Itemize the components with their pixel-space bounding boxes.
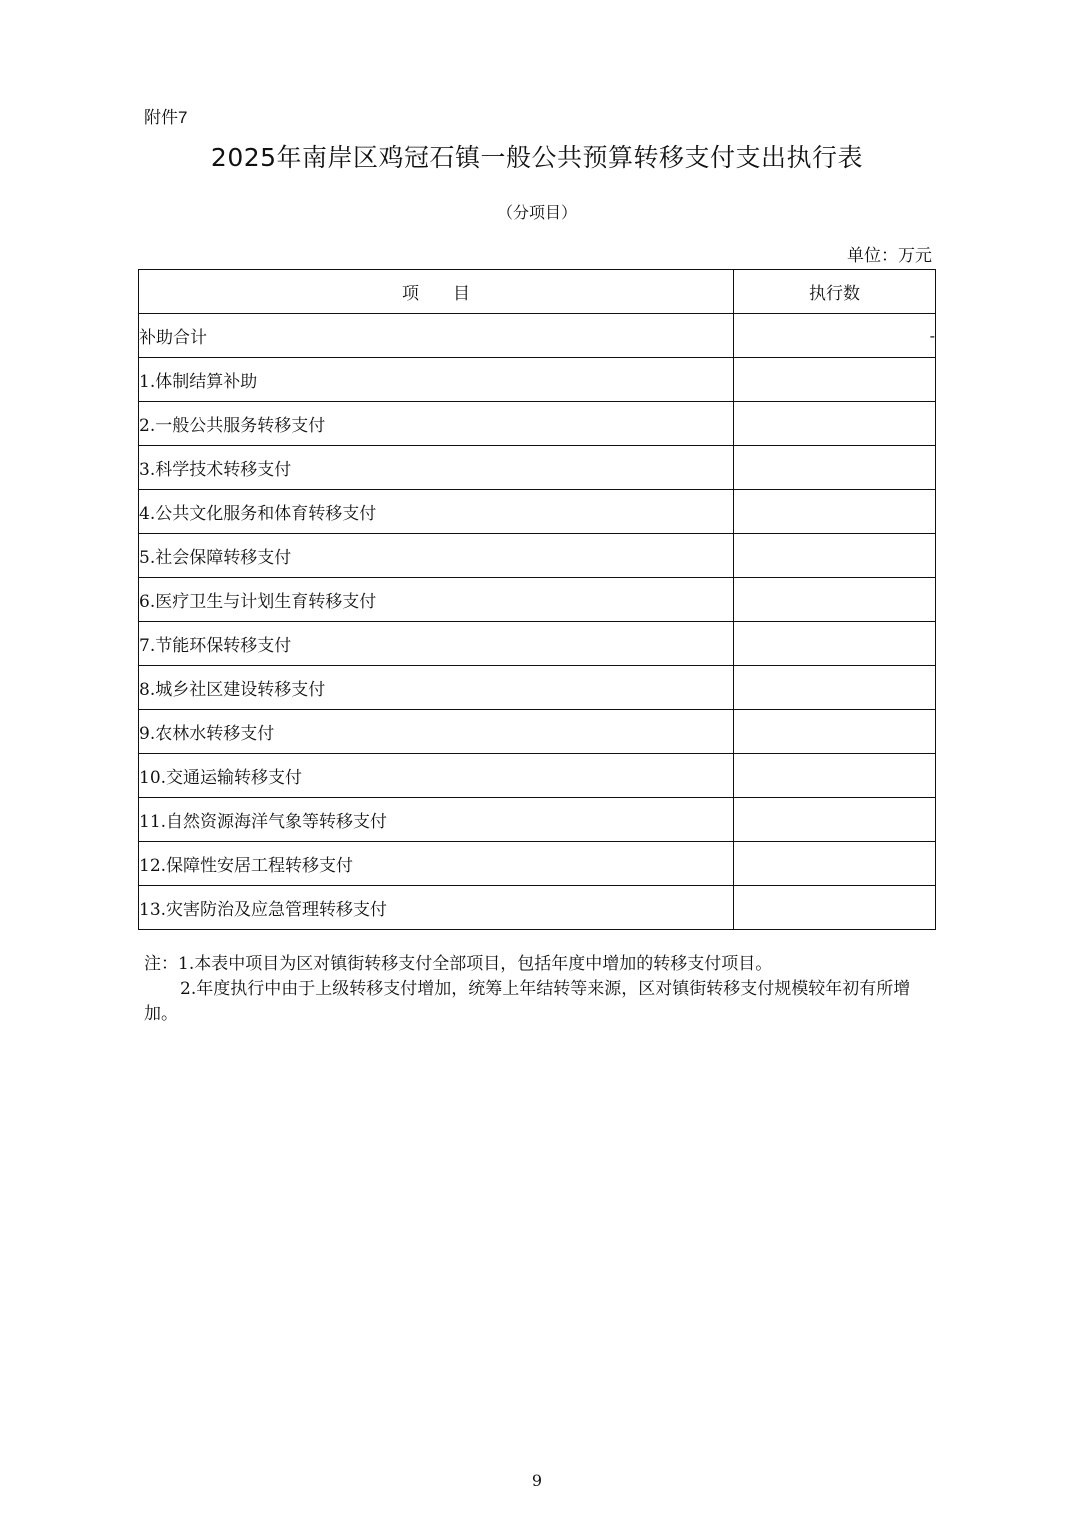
row-value	[734, 842, 936, 886]
row-label: 10.交通运输转移支付	[139, 754, 734, 798]
table-row	[139, 754, 936, 798]
row-label: 6.医疗卫生与计划生育转移支付	[139, 578, 734, 622]
unit-label: 单位：万元	[847, 246, 932, 266]
row-value	[734, 446, 936, 490]
row-label: 8.城乡社区建设转移支付	[139, 666, 734, 710]
row-value	[734, 534, 936, 578]
table-row	[139, 622, 936, 666]
row-label: 1.体制结算补助	[139, 358, 734, 402]
notes	[144, 952, 934, 1027]
row-label: 7.节能环保转移支付	[139, 622, 734, 666]
table-header-row	[139, 270, 936, 314]
table-row	[139, 578, 936, 622]
page-title: 2025年南岸区鸡冠石镇一般公共预算转移支付支出执行表	[210, 143, 864, 172]
row-label: 5.社会保障转移支付	[139, 534, 734, 578]
table-row	[139, 490, 936, 534]
page-subtitle: （分项目）	[496, 203, 577, 222]
row-label: 13.灾害防治及应急管理转移支付	[139, 886, 734, 930]
row-value	[734, 710, 936, 754]
row-value	[734, 358, 936, 402]
table-row	[139, 402, 936, 446]
budget-table	[138, 269, 936, 930]
attachment-label: 附件7	[144, 108, 188, 127]
row-label: 2.一般公共服务转移支付	[139, 402, 734, 446]
page-number: 9	[531, 1471, 543, 1490]
column-header-item: 项 目	[139, 270, 734, 314]
note-2: 2.年度执行中由于上级转移支付增加，统筹上年结转等来源，区对镇街转移支付规模较年初有所增加。	[144, 979, 911, 1024]
row-label: 12.保障性安居工程转移支付	[139, 842, 734, 886]
table-row	[139, 446, 936, 490]
note-1: 注：1.本表中项目为区对镇街转移支付全部项目，包括年度中增加的转移支付项目。	[144, 954, 773, 974]
row-label: 3.科学技术转移支付	[139, 446, 734, 490]
table-row	[139, 710, 936, 754]
total-label: 补助合计	[139, 314, 734, 358]
table-row	[139, 886, 936, 930]
total-row	[139, 314, 936, 358]
table-body	[139, 314, 936, 930]
table-row	[139, 358, 936, 402]
row-value	[734, 490, 936, 534]
row-label: 11.自然资源海洋气象等转移支付	[139, 798, 734, 842]
row-value	[734, 622, 936, 666]
row-label: 9.农林水转移支付	[139, 710, 734, 754]
row-value	[734, 578, 936, 622]
row-value	[734, 402, 936, 446]
column-header-amount: 执行数	[734, 270, 936, 314]
row-value	[734, 798, 936, 842]
table-row	[139, 534, 936, 578]
table-row	[139, 798, 936, 842]
table-row	[139, 666, 936, 710]
row-value	[734, 754, 936, 798]
row-label: 4.公共文化服务和体育转移支付	[139, 490, 734, 534]
total-value: -	[734, 314, 936, 358]
table-row	[139, 842, 936, 886]
row-value	[734, 886, 936, 930]
row-value	[734, 666, 936, 710]
